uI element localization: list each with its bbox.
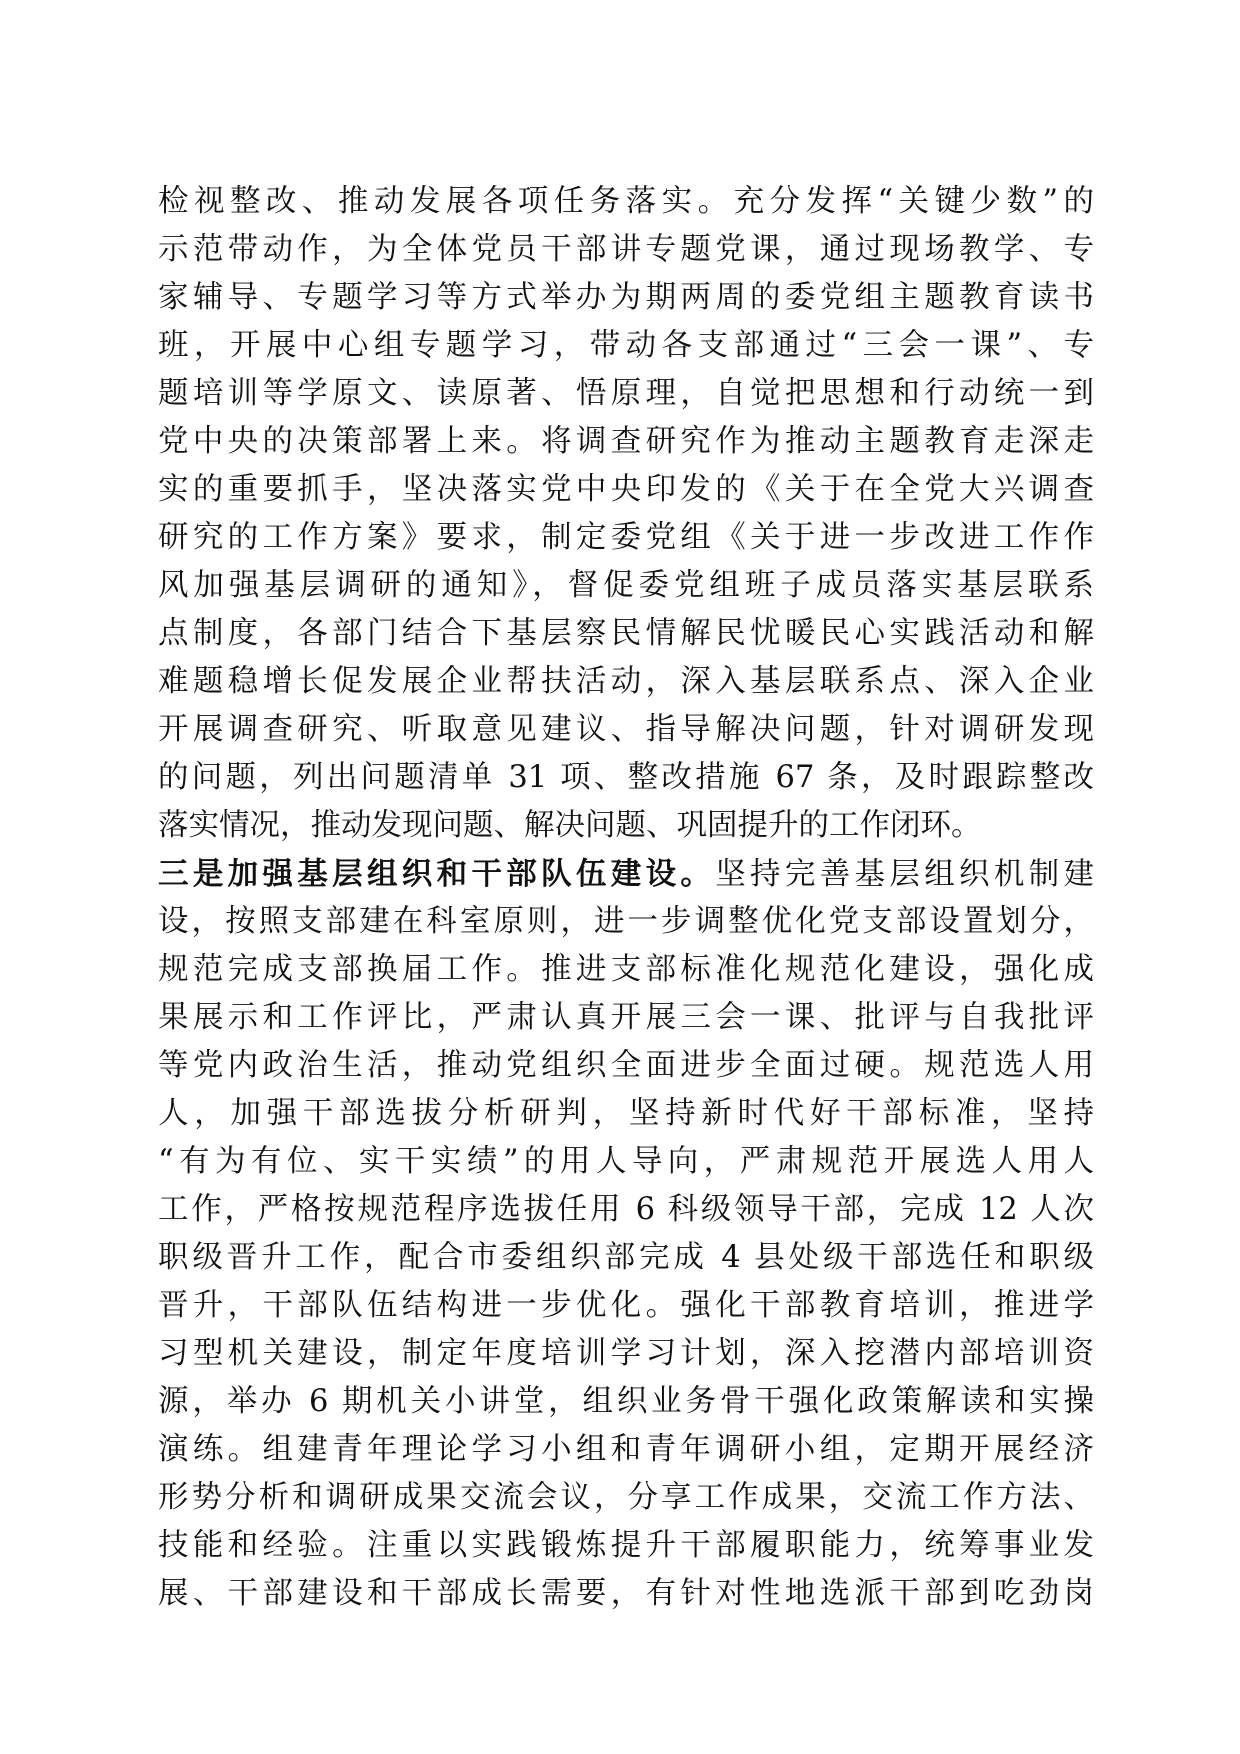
paragraph-line: 班，开展中心组专题学习，带动各支部通过“三会一课”、专	[158, 328, 1094, 363]
paragraph-line: 风加强基层调研的通知》，督促委党组班子成员落实基层联系	[158, 568, 1094, 603]
paragraph-line: 演练。组建青年理论学习小组和青年调研小组，定期开展经济	[158, 1432, 1094, 1467]
paragraph-line: “有为有位、实干实绩”的用人导向，严肃规范开展选人用人	[158, 1144, 1094, 1179]
paragraph-line: 果展示和工作评比，严肃认真开展三会一课、批评与自我批评	[158, 1000, 1094, 1035]
paragraph-line: 实的重要抓手，坚决落实党中央印发的《关于在全党大兴调查	[158, 472, 1094, 507]
section-heading-rest: 坚持完善基层组织机制建	[715, 857, 1095, 892]
paragraph-line: 开展调查研究、听取意见建议、指导解决问题，针对调研发现	[158, 712, 1094, 747]
paragraph-line: 工作，严格按规范程序选拔任用 6 科级领导干部，完成 12 人次	[158, 1192, 1094, 1227]
paragraph-line: 人，加强干部选拔分析研判，坚持新时代好干部标准，坚持	[158, 1096, 1094, 1131]
paragraph-line: 题培训等学原文、读原著、悟原理，自觉把思想和行动统一到	[158, 376, 1094, 411]
paragraph-line: 源，举办 6 期机关小讲堂，组织业务骨干强化政策解读和实操	[158, 1384, 1094, 1419]
paragraph-line: 习型机关建设，制定年度培训学习计划，深入挖潜内部培训资	[158, 1336, 1094, 1371]
paragraph-line: 检视整改、推动发展各项任务落实。充分发挥“关键少数”的	[158, 184, 1094, 219]
section-heading: 三是加强基层组织和干部队伍建设。	[158, 856, 716, 892]
paragraph-line: 设，按照支部建在科室原则，进一步调整优化党支部设置划分，	[158, 904, 1094, 939]
paragraph-line: 等党内政治生活，推动党组织全面进步全面过硬。规范选人用	[158, 1048, 1094, 1083]
paragraph-line: 难题稳增长促发展企业帮扶活动，深入基层联系点、深入企业	[158, 664, 1094, 699]
paragraph-line: 示范带动作，为全体党员干部讲专题党课，通过现场教学、专	[158, 232, 1094, 267]
paragraph-line: 家辅导、专题学习等方式举办为期两周的委党组主题教育读书	[158, 280, 1094, 315]
paragraph-line: 形势分析和调研成果交流会议，分享工作成果，交流工作方法、	[158, 1480, 1094, 1515]
paragraph-last-line: 落实情况，推动发现问题、解决问题、巩固提升的工作闭环。	[158, 808, 982, 843]
paragraph-line: 的问题，列出问题清单 31 项、整改措施 67 条，及时跟踪整改	[158, 760, 1094, 795]
paragraph-line: 研究的工作方案》要求，制定委党组《关于进一步改进工作作	[158, 520, 1094, 555]
paragraph-line: 展、干部建设和干部成长需要，有针对性地选派干部到吃劲岗	[158, 1576, 1094, 1611]
paragraph-line: 规范完成支部换届工作。推进支部标准化规范化建设，强化成	[158, 952, 1094, 987]
paragraph-line: 点制度，各部门结合下基层察民情解民忧暖民心实践活动和解	[158, 616, 1094, 651]
paragraph-line: 技能和经验。注重以实践锻炼提升干部履职能力，统筹事业发	[158, 1528, 1094, 1563]
paragraph-line: 晋升，干部队伍结构进一步优化。强化干部教育培训，推进学	[158, 1288, 1094, 1323]
section-heading-line	[158, 850, 1094, 898]
paragraph-line: 党中央的决策部署上来。将调查研究作为推动主题教育走深走	[158, 424, 1094, 459]
paragraph-line: 职级晋升工作，配合市委组织部完成 4 县处级干部选任和职级	[158, 1240, 1094, 1275]
